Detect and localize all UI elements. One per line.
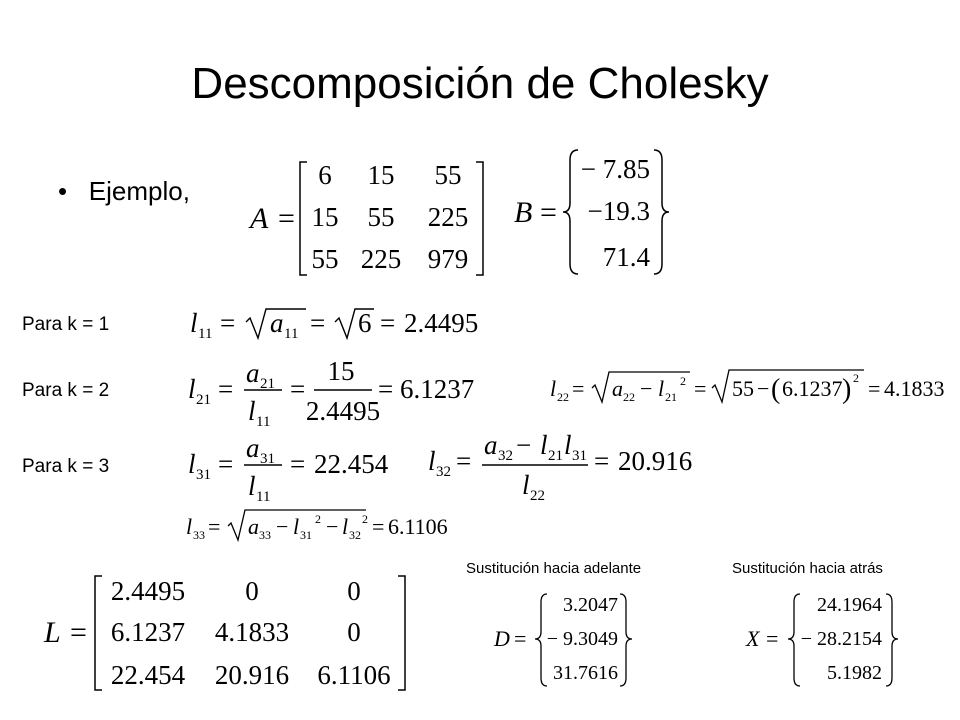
l31-den-sub: 11 (256, 489, 271, 505)
l22-result: 4.1833 (884, 376, 945, 401)
l22-eq3: = (868, 376, 881, 401)
matrix-a-equals: = (278, 202, 295, 235)
vector-b-name: B (514, 196, 533, 229)
l33-lhs: l (186, 514, 193, 539)
matrix-a-cell: 15 (367, 160, 395, 190)
matrix-l-cell: 2.4495 (110, 576, 186, 606)
label-backward-substitution: Sustitución hacia atrás (732, 560, 883, 577)
l21-lhs-sub: 21 (196, 392, 211, 408)
l33-exp-1: 2 (315, 512, 321, 526)
matrix-l-cell: 4.1833 (214, 617, 290, 647)
l32-l1: l (540, 430, 548, 460)
l22-minus: − (640, 376, 653, 401)
vector-d (493, 594, 632, 686)
matrix-a-cell: 225 (427, 202, 469, 232)
vector-d-name: D (494, 626, 510, 651)
vector-x-entry: 24.1964 (817, 594, 882, 616)
l32-result: 20.916 (618, 446, 693, 476)
l31-eq1: = (218, 449, 234, 479)
vector-d-equals: = (514, 626, 527, 651)
vector-x (745, 594, 898, 686)
vector-x-entry: 5.1982 (827, 662, 882, 684)
label-k2: Para k = 2 (22, 380, 110, 401)
l33-minus-2: − (326, 514, 339, 539)
matrix-l-cell: 6.1237 (110, 617, 186, 647)
matrix-a-cell: 15 (311, 202, 339, 232)
l32-a-sub: 32 (498, 448, 513, 464)
l11-lhs-sub: 11 (198, 326, 213, 342)
matrix-a-cell: 979 (427, 244, 469, 274)
l21-eq2: = (290, 374, 306, 404)
l32-lhs-sub: 32 (436, 464, 451, 480)
l31-num: a (246, 433, 260, 463)
equation-l21 (188, 356, 474, 430)
l31-den: l (248, 471, 256, 501)
label-forward-substitution: Sustitución hacia adelante (466, 560, 642, 577)
l31-lhs: l (188, 449, 196, 479)
vector-b (514, 150, 669, 274)
l32-l1-sub: 21 (548, 448, 563, 464)
equation-l33 (186, 510, 448, 542)
l21-num-sub: 21 (260, 376, 275, 392)
matrix-l (43, 576, 405, 690)
l32-eq1: = (456, 446, 472, 476)
l11-lhs: l (190, 308, 198, 338)
vector-b-equals: = (540, 196, 557, 229)
l22-num: 55 (732, 376, 754, 401)
matrix-a-cell: 55 (311, 244, 339, 274)
matrix-a-cell: 55 (367, 202, 395, 232)
l21-den: l (248, 396, 256, 426)
l21-den-sub: 11 (256, 414, 271, 430)
l11-eq2: = (310, 308, 326, 338)
matrix-a-cell: 225 (360, 244, 402, 274)
vector-x-name: X (746, 626, 760, 651)
matrix-l-cell: 20.916 (214, 660, 290, 690)
l21-eq1: = (218, 374, 234, 404)
matrix-a-name: A (250, 202, 269, 235)
equation-l22 (550, 370, 945, 405)
l33-eq1: = (208, 514, 221, 539)
l22-minus-2: − (757, 376, 770, 401)
matrix-l-name: L (44, 616, 61, 649)
vector-b-right-brace (654, 150, 669, 274)
l21-result: 6.1237 (400, 374, 475, 404)
slide-title: Descomposición de Cholesky (191, 59, 769, 108)
l32-den: l (522, 470, 530, 500)
l22-l: l (658, 376, 665, 401)
vector-d-left-brace (535, 594, 547, 686)
l22-lhs-sub: 22 (557, 390, 569, 404)
vector-x-right-brace (886, 594, 898, 686)
matrix-l-cell: 0 (245, 576, 259, 606)
equation-l11 (190, 308, 478, 342)
vector-b-entry: − 7.85 (580, 154, 650, 184)
vector-d-entry: 3.2047 (563, 594, 618, 616)
l32-den-sub: 22 (530, 488, 545, 504)
matrix-l-equals: = (70, 616, 87, 649)
l21-den2: 2.4495 (305, 396, 381, 426)
l22-exp-2: 2 (853, 371, 859, 385)
l22-eq1: = (572, 376, 585, 401)
vector-b-entry: −19.3 (587, 196, 650, 226)
vector-d-entry: − 9.3049 (546, 628, 618, 650)
equation-l32 (428, 430, 692, 504)
l21-num: a (246, 358, 260, 388)
l32-l2: l (564, 430, 572, 460)
l32-lhs: l (428, 446, 436, 476)
vector-b-entry: 71.4 (602, 242, 650, 272)
matrix-a-right-bracket (476, 162, 483, 275)
l22-open-paren: ( (771, 374, 781, 405)
l31-num-sub: 31 (260, 451, 275, 467)
matrix-a (248, 160, 483, 275)
matrix-l-left-bracket (95, 576, 102, 690)
l22-eq2: = (694, 376, 707, 401)
l11-arg-sub: 11 (284, 326, 299, 342)
vector-x-entry: − 28.2154 (800, 628, 882, 650)
l22-exp-1: 2 (680, 374, 686, 388)
l33-eq2: = (372, 514, 385, 539)
matrix-l-cell: 6.1106 (317, 660, 391, 690)
l33-l2: l (342, 514, 349, 539)
matrix-l-cell: 22.454 (110, 660, 186, 690)
l32-eq2: = (594, 446, 610, 476)
l33-a-sub: 33 (259, 528, 271, 542)
matrix-a-cell: 6 (318, 160, 332, 190)
l11-root-val: 6 (358, 308, 372, 338)
vector-d-right-brace (620, 594, 632, 686)
l31-lhs-sub: 31 (196, 467, 211, 483)
matrix-l-cell: 0 (347, 576, 361, 606)
l11-eq1: = (220, 308, 236, 338)
l31-eq2: = (290, 449, 306, 479)
matrix-l-right-bracket (398, 576, 405, 690)
bullet-text: Ejemplo, (88, 176, 190, 206)
l33-result: 6.1106 (388, 514, 448, 539)
l22-a: a (612, 376, 623, 401)
l22-a-sub: 22 (623, 390, 635, 404)
l11-result: 2.4495 (404, 308, 479, 338)
label-k3: Para k = 3 (22, 456, 110, 477)
equation-l31 (188, 433, 389, 505)
l31-result: 22.454 (314, 449, 389, 479)
label-k1: Para k = 1 (22, 314, 110, 335)
l33-a: a (248, 514, 259, 539)
bullet-dot: • (58, 176, 68, 206)
matrix-a-left-bracket (300, 162, 307, 275)
l32-l2-sub: 31 (572, 448, 587, 464)
l33-lhs-sub: 33 (193, 528, 205, 542)
l32-minus: − (516, 430, 532, 460)
l11-arg: a (270, 308, 284, 338)
l22-lhs: l (550, 376, 557, 401)
l33-l1: l (293, 514, 300, 539)
l33-minus-1: − (276, 514, 289, 539)
l33-exp-2: 2 (362, 512, 368, 526)
l21-eq3: = (378, 374, 394, 404)
matrix-a-cell: 55 (434, 160, 462, 190)
l33-l1-sub: 31 (300, 528, 312, 542)
l22-l-sub: 21 (665, 390, 677, 404)
vector-b-left-brace (563, 150, 578, 274)
l22-paren-value: 6.1237 (782, 376, 843, 401)
matrix-l-cell: 0 (347, 617, 361, 647)
l11-eq3: = (380, 308, 396, 338)
vector-x-equals: = (766, 626, 779, 651)
l21-num2: 15 (327, 356, 355, 386)
l21-lhs: l (188, 374, 196, 404)
vector-d-entry: 31.7616 (553, 662, 618, 684)
l32-a: a (484, 430, 498, 460)
l33-l2-sub: 32 (349, 528, 361, 542)
vector-x-left-brace (788, 594, 800, 686)
l22-close-paren: ) (842, 374, 852, 405)
